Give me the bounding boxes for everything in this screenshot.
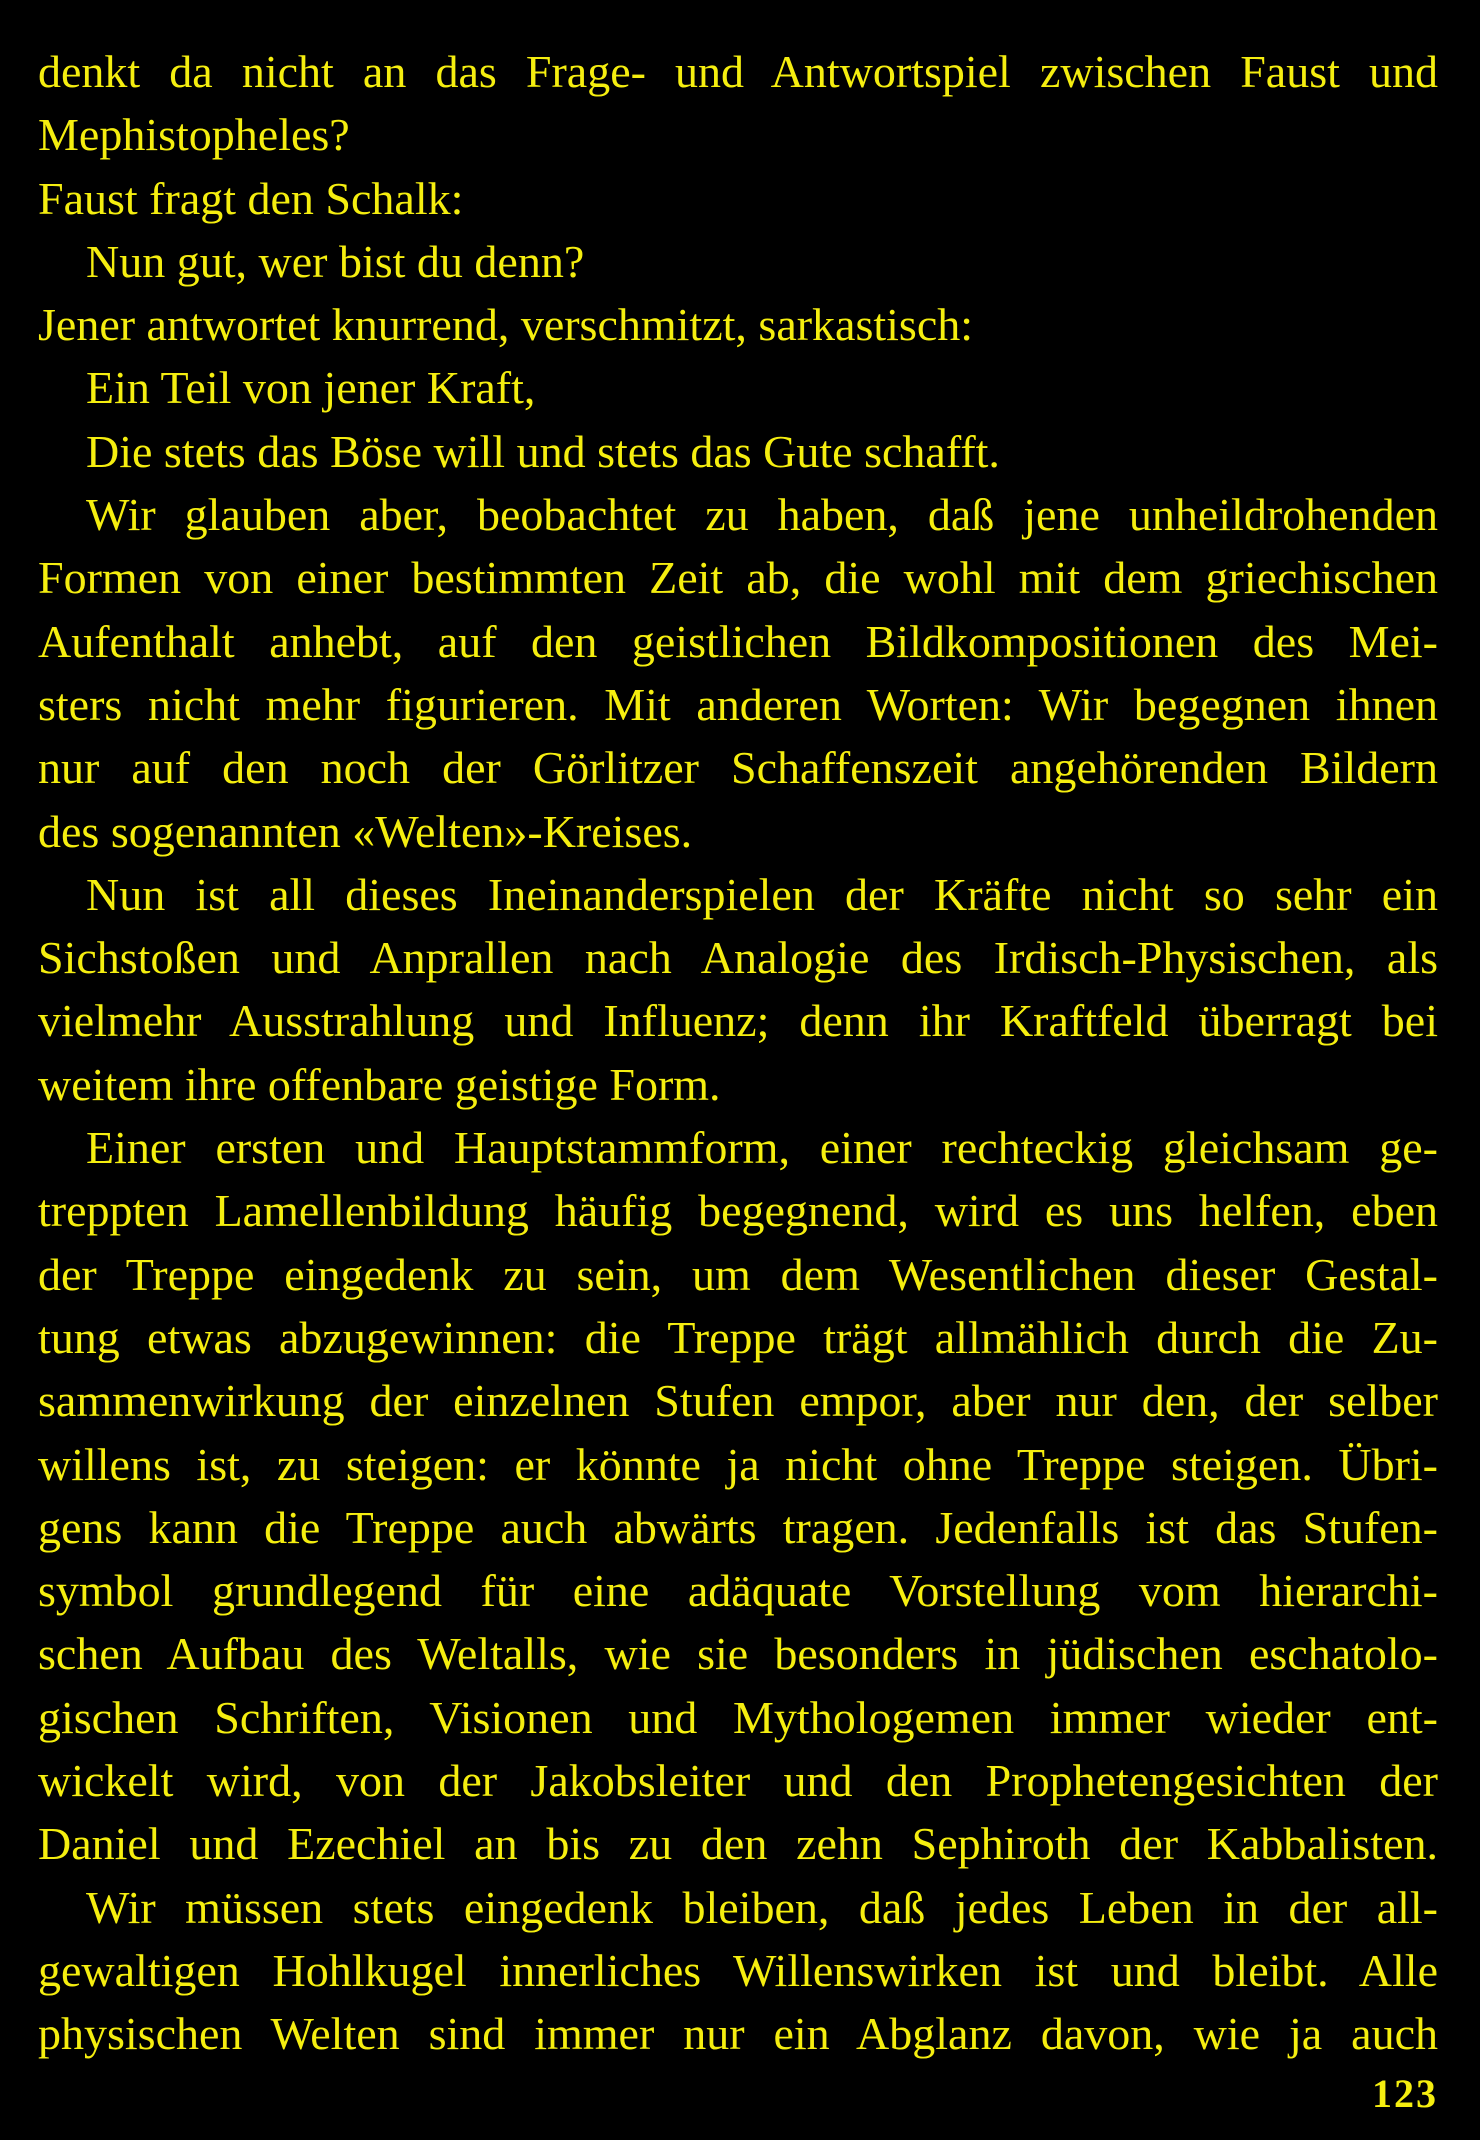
- text-line: gens kann die Treppe auch abwärts tragen. Jedenfalls ist das Stufen-: [38, 1501, 1438, 1553]
- paragraph-first-line: Wir glauben aber, beobachtet zu haben, daß jene unheildrohenden: [86, 489, 1438, 541]
- verse-line: Nun gut, wer bist du denn?: [86, 235, 585, 287]
- text-line: wickelt wird, von der Jakobsleiter und den Prophetengesichten der: [38, 1755, 1438, 1807]
- body-text: [38, 40, 1438, 2066]
- text-line: willens ist, zu steigen: er könnte ja nicht ohne Treppe steigen. Übri-: [38, 1438, 1438, 1490]
- text-line: Jener antwortet knurrend, verschmitzt, sarkastisch:: [38, 299, 974, 351]
- text-line: Mephistopheles?: [38, 109, 350, 161]
- text-line: Sichstoßen und Anprallen nach Analogie des Irdisch-Physischen, als: [38, 932, 1438, 984]
- page-number: 123: [1372, 2071, 1438, 2116]
- paragraph-first-line: Wir müssen stets eingedenk bleiben, daß jedes Leben in der all-: [86, 1881, 1438, 1933]
- text-line: gewaltigen Hohlkugel innerliches Willenswirken ist und bleibt. Alle: [38, 1944, 1438, 1996]
- text-line: der Treppe eingedenk zu sein, um dem Wesentlichen dieser Gestal-: [38, 1248, 1438, 1300]
- verse-line: Ein Teil von jener Kraft,: [86, 362, 536, 414]
- paragraph-first-line: Nun ist all dieses Ineinanderspielen der Kräfte nicht so sehr ein: [86, 868, 1438, 920]
- text-line: denkt da nicht an das Frage- und Antwortspiel zwischen Faust und: [38, 46, 1438, 97]
- text-line: des sogenannten «Welten»-Kreises.: [38, 805, 693, 857]
- text-line: weitem ihre offenbare geistige Form.: [38, 1058, 721, 1110]
- text-line: gischen Schriften, Visionen und Mythologemen immer wieder ent-: [38, 1691, 1438, 1743]
- text-line: Formen von einer bestimmten Zeit ab, die wohl mit dem griechischen: [38, 552, 1438, 604]
- text-line: symbol grundlegend für eine adäquate Vorstellung vom hierarchi-: [38, 1565, 1438, 1617]
- text-line: sters nicht mehr figurieren. Mit anderen Worten: Wir begegnen ihnen: [38, 678, 1438, 730]
- text-line: schen Aufbau des Weltalls, wie sie besonders in jüdischen eschatolo-: [38, 1628, 1438, 1680]
- text-line: treppten Lamellenbildung häufig begegnend, wird es uns helfen, eben: [38, 1185, 1438, 1237]
- text-line: nur auf den noch der Görlitzer Schaffenszeit angehörenden Bildern: [38, 742, 1438, 794]
- text-line: vielmehr Ausstrahlung und Influenz; denn ihr Kraftfeld überragt bei: [38, 995, 1438, 1047]
- text-line: Daniel und Ezechiel an bis zu den zehn Sephiroth der Kabbalisten.: [38, 1818, 1438, 1870]
- text-line: physischen Welten sind immer nur ein Abglanz davon, wie ja auch: [38, 2008, 1438, 2060]
- text-line: Aufenthalt anhebt, auf den geistlichen Bildkompositionen des Mei-: [38, 615, 1438, 667]
- verse-line: Die stets das Böse will und stets das Gute schafft.: [86, 425, 1000, 477]
- paragraph-first-line: Einer ersten und Hauptstammform, einer rechteckig gleichsam ge-: [86, 1122, 1438, 1174]
- text-line: Faust fragt den Schalk:: [38, 172, 464, 224]
- text-line: sammenwirkung der einzelnen Stufen empor, aber nur den, der selber: [38, 1375, 1438, 1427]
- text-line: tung etwas abzugewinnen: die Treppe trägt allmählich durch die Zu-: [38, 1311, 1438, 1363]
